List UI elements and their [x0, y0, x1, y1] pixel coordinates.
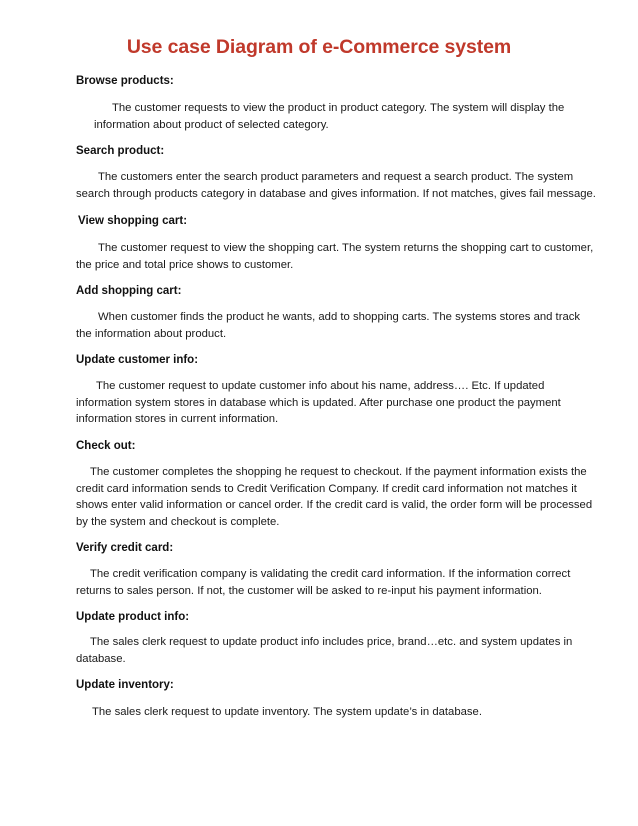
section-text-check-out: [76, 464, 592, 530]
paragraph-line: credit card information sends to Credit Verification Company. If credit card information not matches it: [76, 482, 577, 495]
paragraph-line: The credit verification company is validating the credit card information. If the information correct: [90, 568, 571, 580]
paragraph-line: The sales clerk request to update product info includes price, brand…etc. and system updates in: [90, 636, 573, 648]
section-heading-view-shopping-cart: View shopping cart:: [78, 215, 188, 227]
paragraph-line: the price and total price shows to customer.: [76, 258, 294, 271]
paragraph-line: returns to sales person. If not, the customer will be asked to re-input his payment information.: [76, 584, 542, 597]
paragraph-line: The customer request to view the shopping cart. The system returns the shopping cart to customer,: [98, 242, 594, 254]
section-text-search-product: [76, 169, 596, 202]
section-text-add-shopping-cart: [76, 309, 580, 342]
paragraph-line: search through products category in database and gives information. If not matches, gives fail message.: [76, 187, 596, 200]
section-heading-add-shopping-cart: Add shopping cart:: [76, 285, 182, 297]
section-text-update-customer-info: [76, 378, 561, 428]
paragraph-line: The customers enter the search product parameters and request a search product. The system: [98, 171, 574, 183]
section-heading-update-customer-info: Update customer info:: [76, 354, 199, 366]
section-heading-update-product-info: Update product info:: [76, 611, 190, 623]
paragraph-line: information stores in current information.: [76, 413, 279, 425]
page-title: Use case Diagram of e-Commerce system: [126, 36, 512, 58]
section-heading-search-product: Search product:: [76, 145, 165, 157]
paragraph-line: by the system and checkout is complete.: [76, 515, 280, 528]
section-text-view-shopping-cart: [76, 240, 593, 273]
paragraph-line: When customer finds the product he wants, add to shopping carts. The systems stores and track: [98, 311, 581, 323]
section-text-browse-products: [94, 100, 564, 133]
paragraph-line: information about product of selected category.: [94, 118, 329, 131]
paragraph-line: the information about product.: [76, 327, 227, 340]
section-heading-update-inventory: Update inventory:: [76, 679, 174, 691]
section-heading-browse-products: Browse products:: [76, 75, 174, 87]
paragraph-line: The customer requests to view the product in product category. The system will display the: [112, 102, 565, 114]
paragraph-line: The sales clerk request to update inventory. The system update’s in database.: [92, 706, 482, 718]
paragraph-line: shows enter valid information or cancel order. If the credit card is valid, the order form will be processed: [76, 499, 593, 511]
section-heading-verify-credit-card: Verify credit card:: [76, 542, 174, 554]
section-text-update-product-info: [76, 634, 572, 667]
section-text-update-inventory: [76, 704, 482, 721]
paragraph-line: The customer completes the shopping he request to checkout. If the payment information exists the: [90, 466, 587, 478]
paragraph-line: information system stores in database which is updated. After purchase one product the payment: [76, 396, 561, 409]
paragraph-line: The customer request to update customer info about his name, address…. Etc. If updated: [96, 380, 545, 392]
section-text-verify-credit-card: [76, 566, 570, 599]
section-heading-check-out: Check out:: [76, 440, 136, 452]
paragraph-line: database.: [76, 652, 126, 665]
